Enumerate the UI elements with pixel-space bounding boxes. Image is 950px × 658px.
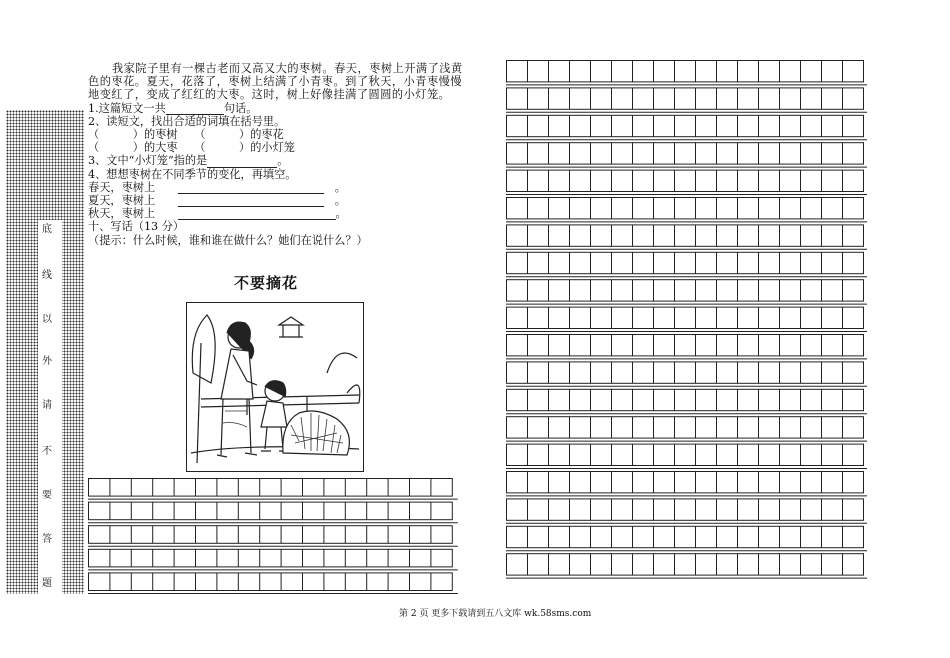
grid-row — [506, 444, 867, 468]
question-2-label: 2、读短文，找出合适的词填在括号里。 — [88, 114, 286, 128]
grid-row — [506, 335, 867, 359]
grid-row-box — [89, 526, 453, 544]
writing-grid-left[interactable] — [88, 478, 462, 598]
grid-row — [506, 280, 867, 304]
grid-row-box — [507, 417, 864, 438]
grid-row — [506, 472, 867, 496]
grid-row-box — [507, 389, 864, 410]
grid-row-box — [89, 479, 453, 497]
picture-title: 不要摘花 — [234, 274, 299, 292]
grid-row-box — [507, 88, 864, 109]
illustration-picture — [186, 302, 364, 472]
grid-row — [88, 526, 458, 547]
grid-row — [88, 502, 458, 523]
q3-after: 。 — [277, 154, 289, 168]
grid-row-box — [507, 225, 864, 246]
grid-row-box — [507, 307, 864, 328]
grid-row-box — [507, 526, 864, 547]
binding-char: 以 — [42, 314, 52, 325]
question-4-label: 4、想想枣树在不同季节的变化，再填空。 — [88, 167, 297, 181]
q4-summer: 夏天，枣树上 。 — [88, 194, 346, 208]
q4-spring: 春天，枣树上 。 — [88, 180, 346, 194]
grid-row — [506, 362, 867, 386]
reading-section — [88, 62, 468, 247]
grid-row — [506, 115, 867, 139]
binding-char: 外 — [42, 356, 52, 367]
q3-text: 3、文中“小灯笼”指的是 — [88, 154, 208, 168]
grid-row-box — [507, 362, 864, 383]
question-2-row-2[interactable]: （ ）的大枣 （ ）的小灯笼 — [88, 141, 295, 155]
grid-row-box — [507, 499, 864, 520]
grid-row — [506, 389, 867, 413]
grid-row — [506, 88, 867, 112]
binding-char: 不 — [42, 446, 52, 457]
grid-row-box — [89, 573, 453, 591]
q4-autumn-blank[interactable] — [178, 209, 336, 220]
grid-row — [506, 307, 867, 331]
binding-char: 答 — [42, 534, 52, 545]
grid-row-box — [507, 444, 864, 465]
grid-row-box — [507, 198, 864, 219]
page-footer: 第 2 页 更多下载请到五八文库 wk.58sms.com — [399, 609, 592, 619]
q1-text: 1.这篇短文一共 — [88, 101, 166, 115]
grid-row — [88, 573, 458, 594]
grid-row — [88, 479, 458, 500]
binding-char: 要 — [42, 490, 52, 501]
grid-row — [88, 549, 458, 570]
grid-row-box — [507, 472, 864, 493]
passage: 我家院子里有一棵古老而又高又大的枣树。春天，枣树上开满了浅黄色的枣花。夏天，花落了，枣树上结满了小青枣。到了秋天，小青枣慢慢地变红了，变成了红红的大枣。这时，树上好像挂满了圆圆的小灯笼。 — [88, 62, 463, 102]
grid-row — [506, 170, 867, 194]
binding-char: 底 — [42, 224, 52, 235]
q1-after: 句话。 — [223, 101, 258, 115]
grid-row-box — [89, 502, 453, 520]
girl-and-mother-flowers-illustration — [187, 303, 363, 471]
grid-row — [506, 61, 867, 85]
grid-row — [506, 252, 867, 276]
question-1 — [88, 102, 468, 115]
q4-autumn: 秋天，枣树上 。 — [88, 207, 347, 221]
question-2-row-1[interactable]: （ ）的枣树 （ ）的枣花 — [88, 128, 284, 142]
grid-row-box — [507, 252, 864, 273]
writing-grid-right[interactable] — [506, 60, 878, 584]
grid-row — [506, 499, 867, 523]
question-3 — [88, 154, 468, 167]
grid-row-box — [507, 143, 864, 164]
grid-row-box — [507, 554, 864, 575]
grid-row-box — [507, 170, 864, 191]
binding-char: 线 — [42, 270, 52, 281]
grid-row — [506, 225, 867, 249]
q3-blank[interactable] — [207, 157, 277, 168]
q4-summer-blank[interactable] — [178, 196, 324, 207]
grid-row — [506, 143, 867, 167]
grid-row — [506, 417, 867, 441]
grid-row — [506, 198, 867, 222]
grid-row-box — [507, 335, 864, 356]
q1-blank[interactable] — [166, 104, 224, 115]
binding-char: 请 — [42, 400, 52, 411]
grid-row-box — [507, 61, 864, 82]
grid-row-box — [507, 115, 864, 136]
grid-row — [506, 554, 867, 578]
section-10-hint: （提示：什么时候，谁和谁在做什么？她们在说什么？） — [88, 233, 368, 247]
section-10-title: 十、写话（13 分） — [88, 220, 185, 234]
grid-row-box — [89, 549, 453, 567]
binding-char: 题 — [42, 578, 52, 589]
grid-row — [506, 526, 867, 550]
grid-row-box — [507, 280, 864, 301]
q4-spring-blank[interactable] — [178, 183, 324, 194]
